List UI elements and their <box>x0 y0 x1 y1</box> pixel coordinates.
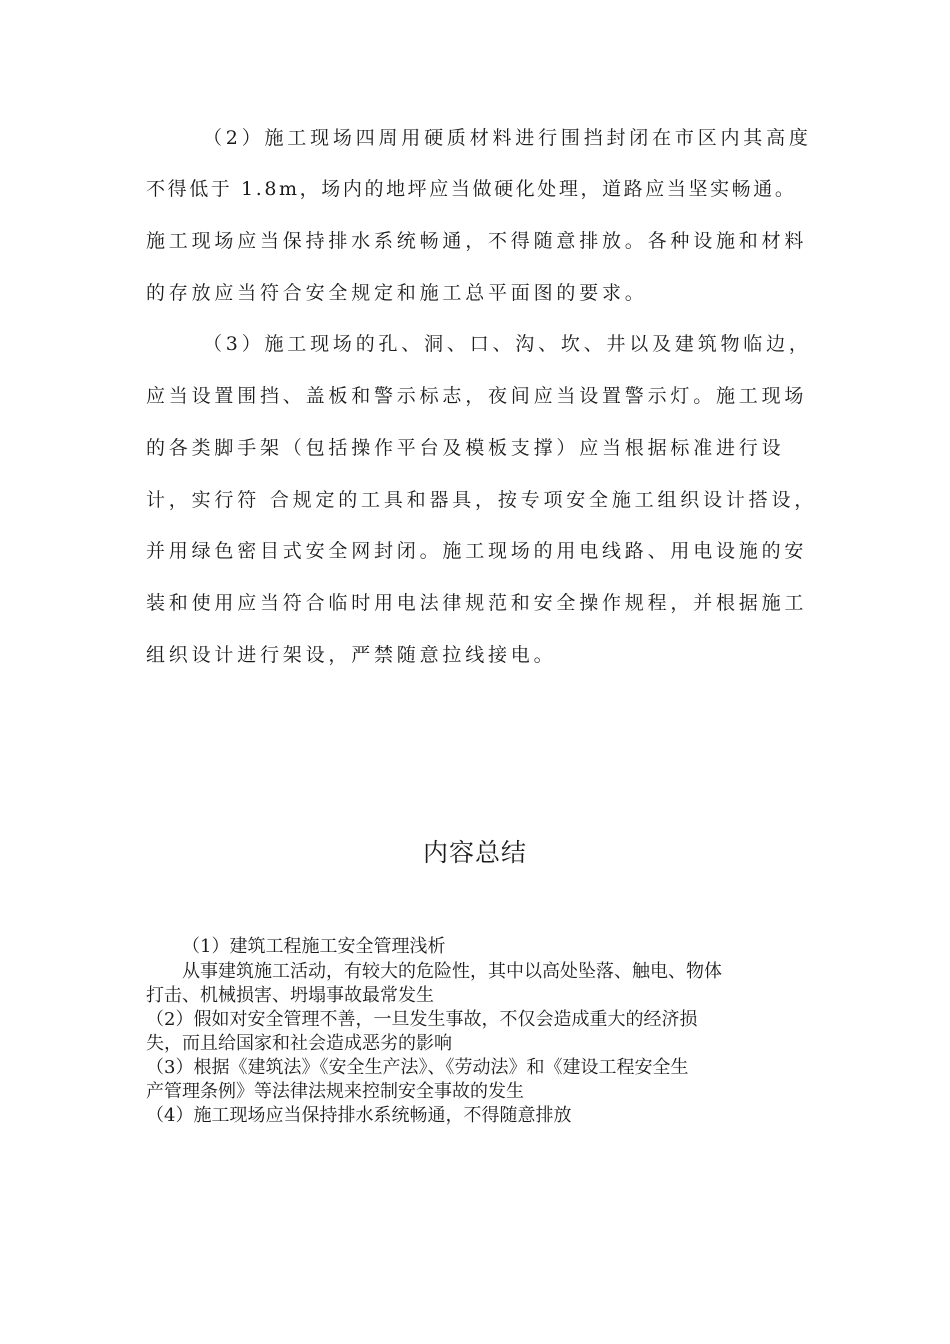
summary-line: 从事建筑施工活动，有较大的危险性，其中以高处坠落、触电、物体 <box>182 961 722 982</box>
summary-line: （4）施工现场应当保持排水系统畅通，不得随意排放 <box>146 1105 572 1126</box>
paragraph-line: 装和使用应当符合临时用电法律规范和安全操作规程，并根据施工 <box>146 592 808 614</box>
paragraph-line: 的存放应当符合安全规定和施工总平面图的要求。 <box>146 282 648 304</box>
summary-line: 失，而且给国家和社会造成恶劣的影响 <box>146 1033 452 1054</box>
summary-line: 打击、机械损害、坍塌事故最常发生 <box>146 985 434 1006</box>
paragraph-line: （2）施工现场四周用硬质材料进行围挡封闭在市区内其高度 <box>203 127 812 149</box>
summary-title: 内容总结 <box>422 838 527 867</box>
summary-line: 产管理条例》等法律法规来控制安全事故的发生 <box>146 1081 524 1102</box>
paragraph-line: 施工现场应当保持排水系统畅通，不得随意排放。各种设施和材料 <box>146 230 808 252</box>
paragraph-line: 的各类脚手架（包括操作平台及模板支撑）应当根据标准进行设 <box>146 437 785 459</box>
paragraph-line: 不得低于 1.8m，场内的地坪应当做硬化处理，道路应当坚实畅通。 <box>146 178 797 200</box>
summary-line: （2）假如对安全管理不善，一旦发生事故，不仅会造成重大的经济损 <box>146 1009 698 1030</box>
paragraph-line: （3）施工现场的孔、洞、口、沟、坎、井以及建筑物临边， <box>203 333 812 355</box>
summary-line: （3）根据《建筑法》《安全生产法》、《劳动法》和《建设工程安全生 <box>146 1057 689 1078</box>
paragraph-line: 组织设计进行架设，严禁随意拉线接电。 <box>146 644 557 666</box>
paragraph-line: 并用绿色密目式安全网封闭。施工现场的用电线路、用电设施的安 <box>146 540 808 562</box>
summary-line: （1）建筑工程施工安全管理浅析 <box>182 936 446 957</box>
paragraph-line: 计，实行符 合规定的工具和器具，按专项安全施工组织设计搭设， <box>146 489 818 511</box>
paragraph-line: 应当设置围挡、盖板和警示标志，夜间应当设置警示灯。施工现场 <box>146 385 808 407</box>
